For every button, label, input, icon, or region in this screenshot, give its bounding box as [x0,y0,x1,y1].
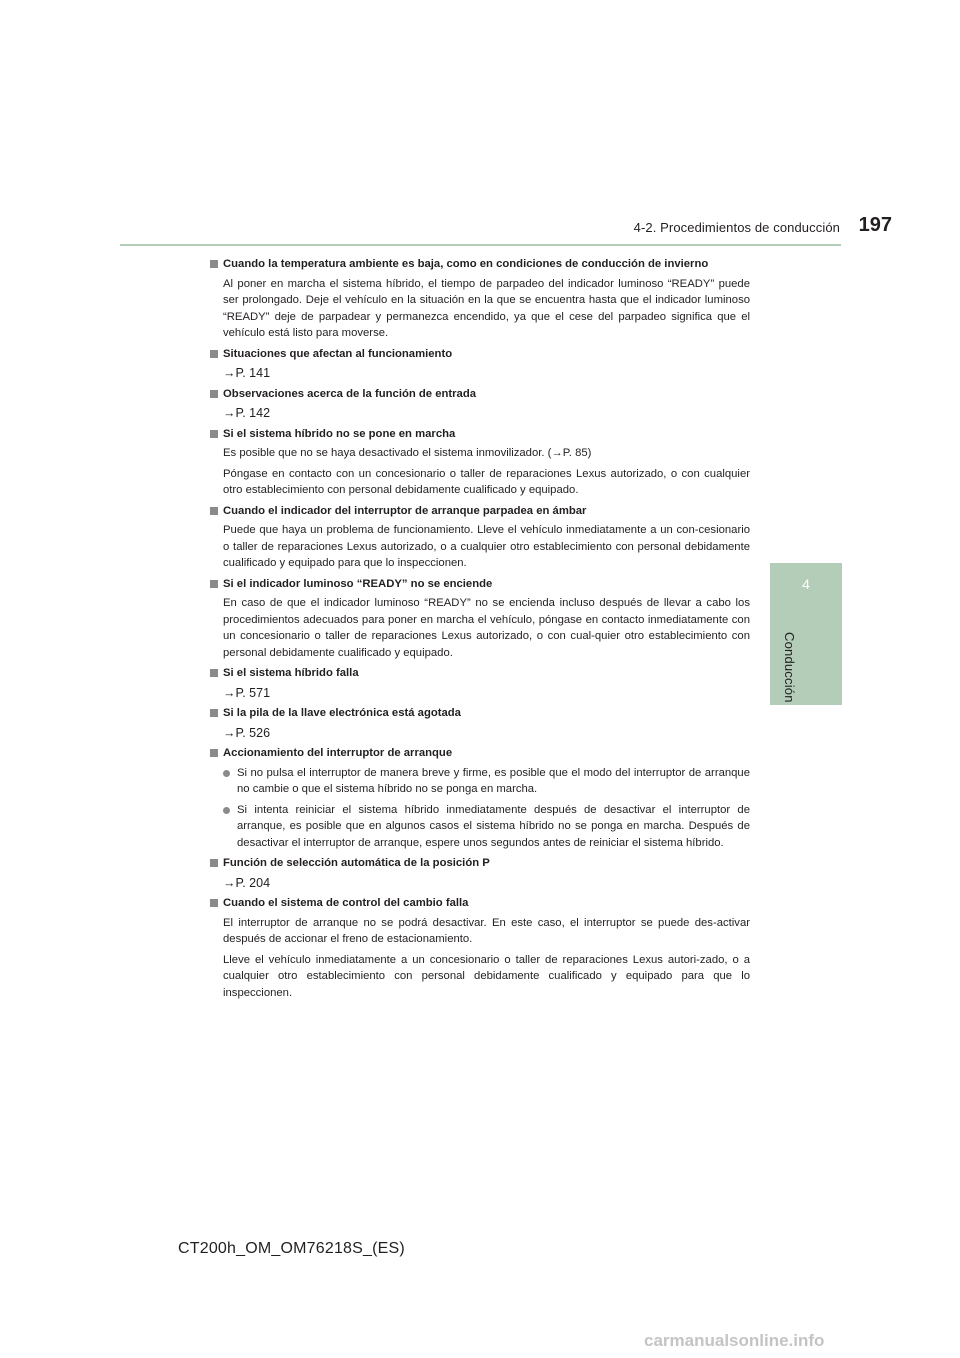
bullet-text: Si intenta reiniciar el sistema híbrido inmediatamente después de desactivar el interruptor de arranque, es posible que en algunos casos el sistema híbrido no se ponga en marcha. Después de desactivar el interruptor de arranque, espere unos segundos antes de reiniciar el sistema híbrido. [237,803,750,849]
page-reference: →P. 571 [223,685,271,700]
item-title-text: Si la pila de la llave electrónica está agotada [223,707,461,719]
content-item [210,503,750,572]
item-title-text: Observaciones acerca de la función de entrada [223,387,477,400]
chapter-number: 4 [802,576,810,592]
content-item [210,386,750,422]
item-title [210,895,750,912]
item-title-text: Accionamiento del interruptor de arranque [223,747,453,759]
item-title [210,386,750,403]
page-reference: →P. 142 [223,406,271,420]
item-paragraph: Lleve el vehículo inmediatamente a un concesionario o taller de reparaciones Lexus autori-zado, o a cualquier otro establecimiento con personal debidamente cualificado y equipado para que lo inspeccionen. [223,953,750,999]
header-rule [120,244,841,246]
item-title [210,705,750,722]
page-reference: →P. 204 [223,875,271,890]
main-content [210,256,750,1005]
watermark: carmanualsonline.info [644,1331,825,1350]
content-item [210,895,750,1001]
page-header [120,0,841,246]
content-item [210,256,750,342]
item-title [210,346,750,363]
item-title [210,576,750,593]
content-item [210,705,750,741]
content-item [210,855,750,891]
square-bullet-icon [210,669,218,677]
square-bullet-icon [210,507,218,515]
page-reference: →P. 526 [223,725,271,740]
item-title-text: Cuando la temperatura ambiente es baja, como en condiciones de conducción de invierno [223,258,709,270]
item-title-text: Si el sistema híbrido no se pone en marcha [223,427,456,440]
square-bullet-icon [210,260,218,268]
round-bullet-icon [223,770,230,777]
chapter-label: Conducción [782,632,797,703]
item-title-text: Cuando el sistema de control del cambio falla [223,897,469,909]
round-bullet-icon [223,807,230,814]
square-bullet-icon [210,749,218,757]
item-title-text: Si el indicador luminoso “READY” no se enciende [223,577,493,590]
item-title [210,665,750,682]
bullet-item [210,765,750,798]
item-title [210,503,750,520]
item-paragraph: Al poner en marcha el sistema híbrido, el tiempo de parpadeo del indicador luminoso “READY” puede ser prolongado. Deje el vehículo en la situación en la que se encuentra hasta que el indicador luminoso “READY” deje de parpadear y permanezca encendido, ya que el cese del parpadeo significa que el vehículo está listo para moverse. [223,277,750,339]
item-title [210,426,750,443]
item-paragraph: Póngase en contacto con un concesionario o taller de reparaciones Lexus autorizado, o con cualquier otro establecimiento con personal debidamente cualificado y equipado. [223,467,750,496]
content-item [210,576,750,662]
square-bullet-icon [210,899,218,907]
item-title-text: Situaciones que afectan al funcionamiento [223,347,453,360]
document-code: CT200h_OM_OM76218S_(ES) [178,1240,405,1257]
item-title [210,745,750,762]
page-number: 197 [858,214,892,236]
bullet-text: Si no pulsa el interruptor de manera breve y firme, es posible que el modo del interruptor de arranque no cambie o que el sistema híbrido no se ponga en marcha. [237,766,750,795]
item-paragraph: Es posible que no se haya desactivado el sistema inmovilizador. (→P. 85) [223,447,592,459]
item-paragraph: El interruptor de arranque no se podrá desactivar. En este caso, el interruptor se puede des-activar después de accionar el freno de estacionamiento. [223,916,750,945]
section-title: 4-2. Procedimientos de conducción [633,220,840,235]
square-bullet-icon [210,390,218,398]
square-bullet-icon [210,859,218,867]
square-bullet-icon [210,709,218,717]
page-reference: →P. 141 [223,366,271,380]
item-title-text: Si el sistema híbrido falla [223,667,359,679]
item-title [210,855,750,872]
item-title [210,256,750,273]
content-item [210,346,750,382]
square-bullet-icon [210,580,218,588]
bullet-item [210,802,750,852]
square-bullet-icon [210,430,218,438]
item-paragraph: Puede que haya un problema de funcionamiento. Lleve el vehículo inmediatamente a un con-cesionario o taller de reparaciones Lexus autorizado, o a cualquier otro establecimiento con personal debidamente cualificado y equipado para que lo inspeccionen. [223,524,750,569]
content-item [210,665,750,701]
content-item [210,745,750,851]
item-paragraph: En caso de que el indicador luminoso “READY” no se encienda incluso después de llevar a cabo los procedimientos adecuados para poner en marcha el vehículo, póngase en contacto inmediatamente con un concesionario o taller de reparaciones Lexus autorizado, o con cual-quier otro establecimiento con personal debidamente cualificado y equipado. [223,597,750,659]
item-title-text: Cuando el indicador del interruptor de arranque parpadea en ámbar [223,504,587,517]
square-bullet-icon [210,350,218,358]
content-item [210,426,750,499]
item-title-text: Función de selección automática de la posición P [223,857,490,869]
